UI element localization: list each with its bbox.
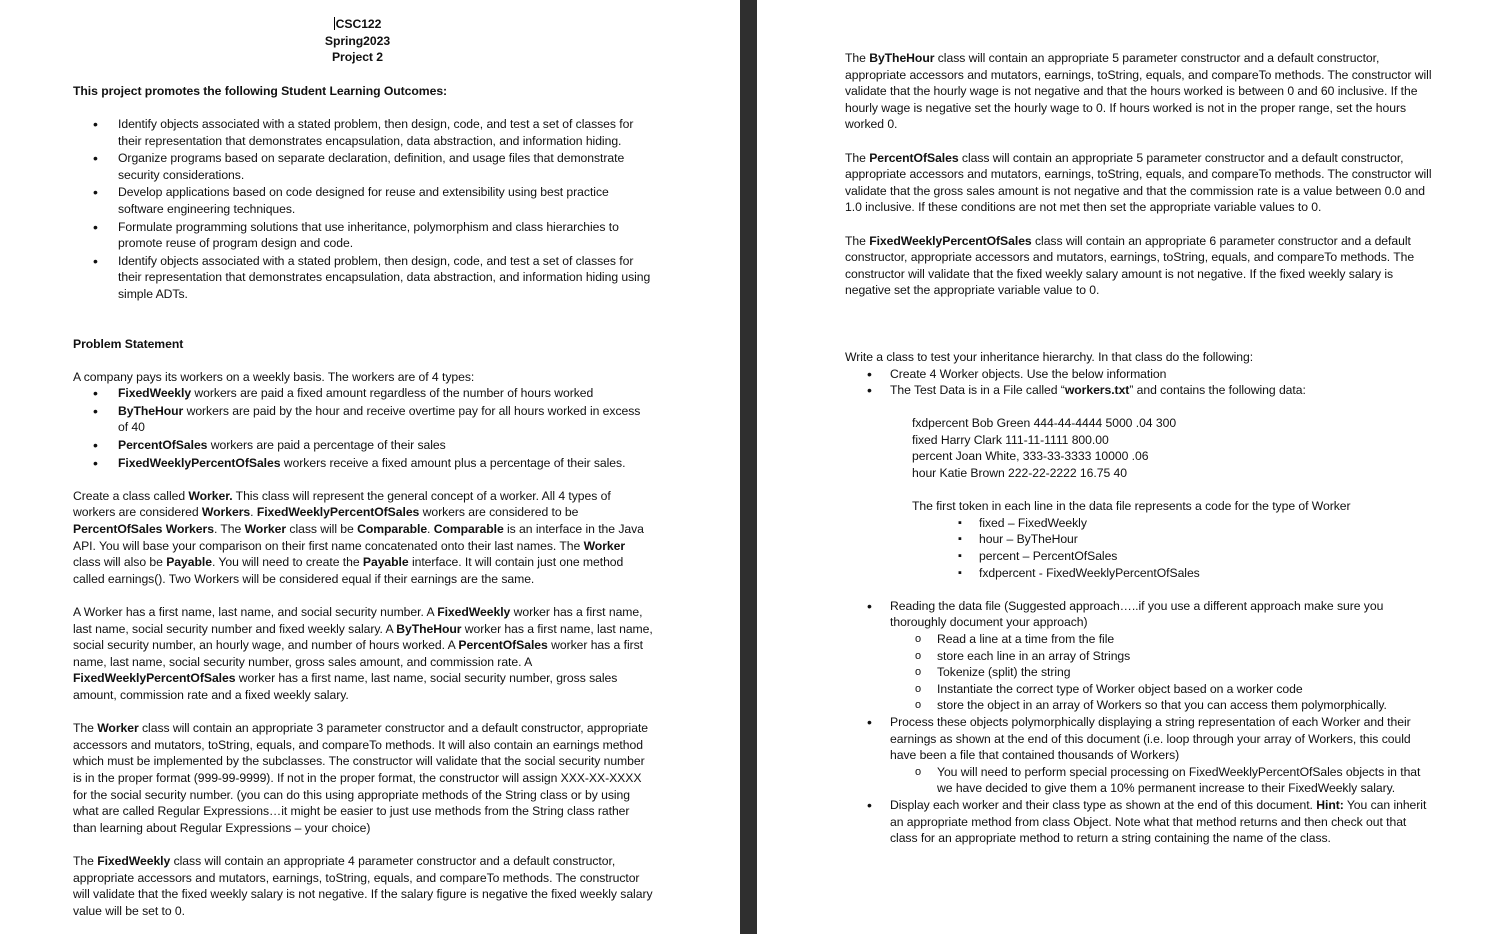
test-steps-list: [845, 366, 1435, 399]
token-intro: The first token in each line in the data file represents a code for the type of Worker: [912, 499, 1351, 514]
worker-fields-description: A Worker has a first name, last name, and social security number. A FixedWeekly worker has a first name, last name, social security number and fixed weekly salary. A ByTheHour worker has a first name, last name, social security number, an hourly wage, and number of hours worked. A PercentOfSales worker has a first name, last name, social security number, gross sales amount, and commission rate. A FixedWeeklyPercentOfSales worker has a first name, last name, social security number, gross sales amount, commission rate and a fixed weekly salary.: [73, 605, 653, 702]
left-page-content: [73, 16, 653, 936]
percentofsales-class-description: The PercentOfSales class will contain an appropriate 5 parameter constructor and a default constructor, appropriate accessors and mutators, earnings, toString, equals, and compareTo methods. The constructor will validate that the gross sales amount is not negative and that the commission rate is a value between 0.0 and 1.0 inclusive. If these conditions are not met then set the appropriate variable values to 0.: [845, 150, 1432, 215]
outcome-item: • Organize programs based on separate declaration, definition, and usage files that demonstrate security considerations.: [73, 150, 653, 183]
worker-type-item: • FixedWeekly workers are paid a fixed amount regardless of the number of hours worked: [73, 385, 653, 402]
process-substep: o You will need to perform special processing on FixedWeeklyPercentOfSales objects in that we have decided to give them a 10% permanent increase to their FixedWeekly salary.: [890, 764, 1435, 797]
reading-substeps: [845, 631, 1435, 714]
outcome-item: • Formulate programming solutions that use inheritance, polymorphism and class hierarchies to promote reuse of program design and code.: [73, 219, 653, 252]
test-class-intro: Write a class to test your inheritance hierarchy. In that class do the following:: [845, 349, 1254, 364]
worker-code-item: ▪ fxdpercent - FixedWeeklyPercentOfSales: [912, 565, 1435, 582]
reading-substep: o Read a line at a time from the file: [890, 631, 1435, 648]
outcome-item: • Identify objects associated with a stated problem, then design, code, and test a set of classes for their representation that demonstrates encapsulation, data abstraction, and information hiding using simple ADTs.: [73, 253, 653, 303]
data-line: percent Joan White, 333-33-3333 10000 .06: [912, 449, 1149, 464]
worker-type-item: • FixedWeeklyPercentOfSales workers receive a fixed amount plus a percentage of their sales.: [73, 455, 653, 472]
worker-class-description: Create a class called Worker. This class will represent the general concept of a worker. All 4 types of workers are considered Workers. FixedWeeklyPercentOfSales workers are considered to be PercentOfSales Workers. The Worker class will be Comparable. Comparable is an interface in the Java API. You will base your comparison on their first name concatenated onto their last names. The Worker class will also be Payable. You will need to create the Payable interface. It will contain just one method called earnings(). Two Workers will be considered equal if their earnings are the same.: [73, 488, 644, 586]
fixedweeklypercentofsales-class-description: The FixedWeeklyPercentOfSales class will contain an appropriate 6 parameter constructor and a default constructor, appropriate accessors and mutators, earnings, toString, equals, and compareTo methods. The constructor will validate that the fixed weekly salary amount is not negative. If the fixed weekly salary is negative set the appropriate variable value to 0.: [845, 233, 1415, 298]
reading-substep: o store each line in an array of Strings: [890, 648, 1435, 665]
course-code: CSC122: [335, 17, 382, 31]
data-line: hour Katie Brown 222-22-2222 16.75 40: [912, 466, 1127, 481]
worker-type-item: • ByTheHour workers are paid by the hour and receive overtime pay for all hours worked in excess of 40: [73, 403, 653, 436]
left-page: [0, 0, 740, 934]
process-substeps: [845, 764, 1435, 797]
data-line: fxdpercent Bob Green 444-44-4444 5000 .04 300: [912, 416, 1177, 431]
worker-codes-list: [912, 515, 1435, 581]
outcomes-list: [73, 116, 653, 303]
page-divider: [740, 0, 757, 934]
right-page: [757, 0, 1489, 934]
fixedweekly-class-description: The FixedWeekly class will contain an appropriate 4 parameter constructor and a default constructor, appropriate accessors and mutators, earnings, toString, equals, and compareTo methods. The constructor will validate that the fixed weekly salary is not negative. If the salary figure is negative the fixed weekly salary value will be set to 0.: [73, 853, 653, 918]
document-header: [62, 16, 653, 66]
worker-code-item: ▪ fixed – FixedWeekly: [912, 515, 1435, 532]
worker-code-item: ▪ percent – PercentOfSales: [912, 548, 1435, 565]
project-title: Project 2: [331, 50, 384, 65]
outcome-item: • Develop applications based on code designed for reuse and extensibility using best practice software engineering techniques.: [73, 184, 653, 217]
worker-types-list: [73, 385, 653, 471]
problem-intro: A company pays its workers on a weekly basis. The workers are of 4 types:: [73, 369, 475, 384]
test-step-item: • The Test Data is in a File called “workers.txt” and contains the following data:: [845, 382, 1435, 399]
test-step-item: • Create 4 Worker objects. Use the below information: [845, 366, 1435, 383]
reading-step: • Reading the data file (Suggested approach…..if you use a different approach make sure you thoroughly document your approach) o Read a line at a time from the file o store each line in an array of Strings o Tokenize (split) the string o Instantiate the correct type of Worker object based on a worker code o store the object in an array of Workers so that you can access them polymorphically.: [845, 598, 1435, 714]
semester: Spring2023: [324, 33, 391, 48]
reading-substep: o Instantiate the correct type of Worker object based on a worker code: [890, 681, 1435, 698]
bythehour-class-description: The ByTheHour class will contain an appropriate 5 parameter constructor and a default constructor, appropriate accessors and mutators, earnings, toString, equals, and compareTo methods. The constructor will validate that the hourly wage is not negative and that the hours worked is between 0 and 60 inclusive. If the hourly wage is negative set the hourly wage to 0. If hours worked is not in the proper range, set the hours worked 0.: [845, 51, 1432, 132]
data-line: fixed Harry Clark 111-11-1111 800.00: [912, 432, 1109, 447]
procedure-list: [845, 598, 1435, 847]
outcomes-title: This project promotes the following Student Learning Outcomes:: [73, 83, 448, 98]
reading-substep: o Tokenize (split) the string: [890, 664, 1435, 681]
process-step: • Process these objects polymorphically displaying a string representation of each Worker and their earnings as shown at the end of this document (i.e. loop through your array of Workers, this could have been a file that contained thousands of Workers) o You will need to perform special processing on FixedWeeklyPercentOfSales objects in that we have decided to give them a 10% permanent increase to their FixedWeekly salary.: [845, 714, 1435, 797]
worker-constructor-description: The Worker class will contain an appropriate 3 parameter constructor and a default constructor, appropriate accessors and mutators, toString, equals, and compareTo methods. It will also contain an earnings method which must be implemented by the subclasses. The constructor will validate that the social security number is in the proper format (999-99-9999). If not in the proper format, the constructor will assign XXX-XX-XXXX for the social security number. (you can do this using appropriate methods of the String class or by using what are called Regular Expressions…it might be easier to just use methods from the String class rather than learning about Regular Expressions – your choice): [73, 721, 649, 835]
text-cursor: [334, 17, 335, 30]
display-step: • Display each worker and their class type as shown at the end of this document. Hint: You can inherit an appropriate method from class Object. Note what that method returns and then check out that class for an appropriate method to return a string containing the name of the class.: [845, 797, 1435, 847]
outcome-item: • Identify objects associated with a stated problem, then design, code, and test a set of classes for their representation that demonstrates encapsulation, data abstraction, and information hiding.: [73, 116, 653, 149]
worker-code-item: ▪ hour – ByTheHour: [912, 531, 1435, 548]
problem-statement-title: Problem Statement: [73, 336, 184, 351]
test-data-block: [845, 415, 1435, 515]
reading-substep: o store the object in an array of Workers so that you can access them polymorphically.: [890, 697, 1435, 714]
worker-type-item: • PercentOfSales workers are paid a percentage of their sales: [73, 437, 653, 454]
right-page-content: [845, 50, 1435, 847]
